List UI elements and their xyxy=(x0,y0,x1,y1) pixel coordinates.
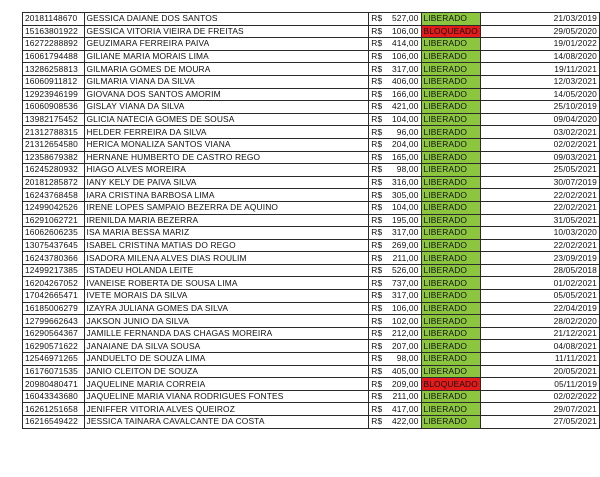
currency-cell: R$ xyxy=(369,75,387,88)
status-badge-released: LIBERADO xyxy=(421,164,481,177)
id-cell: 16176071535 xyxy=(23,365,85,378)
status-badge-released: LIBERADO xyxy=(421,151,481,164)
name-cell: HELDER FERREIRA DA SILVA xyxy=(84,126,369,139)
table-row xyxy=(23,403,600,416)
amount-cell: 106,00 xyxy=(387,25,422,38)
amount-cell: 165,00 xyxy=(387,151,422,164)
currency-cell: R$ xyxy=(369,25,387,38)
amount-cell: 212,00 xyxy=(387,327,422,340)
currency-cell: R$ xyxy=(369,227,387,240)
status-badge-released: LIBERADO xyxy=(421,214,481,227)
id-cell: 16291062721 xyxy=(23,214,85,227)
currency-cell: R$ xyxy=(369,126,387,139)
status-badge-released: LIBERADO xyxy=(421,88,481,101)
date-cell: 31/05/2021 xyxy=(481,214,600,227)
date-cell: 19/01/2022 xyxy=(481,38,600,51)
status-badge-released: LIBERADO xyxy=(421,327,481,340)
id-cell: 16060908536 xyxy=(23,101,85,114)
amount-cell: 305,00 xyxy=(387,189,422,202)
name-cell: JANIO CLEITON DE SOUZA xyxy=(84,365,369,378)
currency-cell: R$ xyxy=(369,264,387,277)
amount-cell: 527,00 xyxy=(387,13,422,26)
date-cell: 22/02/2021 xyxy=(481,239,600,252)
currency-cell: R$ xyxy=(369,252,387,265)
amount-cell: 414,00 xyxy=(387,38,422,51)
status-badge-released: LIBERADO xyxy=(421,63,481,76)
table-row xyxy=(23,315,600,328)
table-row xyxy=(23,416,600,429)
date-cell: 01/02/2021 xyxy=(481,277,600,290)
name-cell: GILIANE MARIA MORAIS LIMA xyxy=(84,50,369,63)
amount-cell: 98,00 xyxy=(387,353,422,366)
status-badge-released: LIBERADO xyxy=(421,252,481,265)
currency-cell: R$ xyxy=(369,277,387,290)
status-badge-released: LIBERADO xyxy=(421,315,481,328)
table-row xyxy=(23,176,600,189)
table-row xyxy=(23,239,600,252)
status-badge-released: LIBERADO xyxy=(421,390,481,403)
amount-cell: 422,00 xyxy=(387,416,422,429)
amount-cell: 98,00 xyxy=(387,164,422,177)
table-row xyxy=(23,264,600,277)
table-row xyxy=(23,63,600,76)
status-badge-released: LIBERADO xyxy=(421,13,481,26)
date-cell: 14/08/2020 xyxy=(481,50,600,63)
date-cell: 25/10/2019 xyxy=(481,101,600,114)
amount-cell: 204,00 xyxy=(387,138,422,151)
name-cell: IRENILDA MARIA BEZERRA xyxy=(84,214,369,227)
id-cell: 20181285872 xyxy=(23,176,85,189)
name-cell: JANAIANE DA SILVA SOUSA xyxy=(84,340,369,353)
id-cell: 16216549422 xyxy=(23,416,85,429)
table-row xyxy=(23,327,600,340)
currency-cell: R$ xyxy=(369,403,387,416)
status-badge-released: LIBERADO xyxy=(421,101,481,114)
id-cell: 16245280932 xyxy=(23,164,85,177)
id-cell: 16243768458 xyxy=(23,189,85,202)
status-badge-released: LIBERADO xyxy=(421,277,481,290)
currency-cell: R$ xyxy=(369,164,387,177)
name-cell: GLICIA NATECIA GOMES DE SOUSA xyxy=(84,113,369,126)
id-cell: 12358679382 xyxy=(23,151,85,164)
date-cell: 29/05/2020 xyxy=(481,25,600,38)
id-cell: 20980480471 xyxy=(23,378,85,391)
date-cell: 10/03/2020 xyxy=(481,227,600,240)
currency-cell: R$ xyxy=(369,38,387,51)
name-cell: JAQUELINE MARIA CORREIA xyxy=(84,378,369,391)
name-cell: IRENE LOPES SAMPAIO BEZERRA DE AQUINO xyxy=(84,201,369,214)
currency-cell: R$ xyxy=(369,239,387,252)
date-cell: 03/02/2021 xyxy=(481,126,600,139)
currency-cell: R$ xyxy=(369,378,387,391)
name-cell: IVANEISE ROBERTA DE SOUSA LIMA xyxy=(84,277,369,290)
table-row xyxy=(23,290,600,303)
id-cell: 12499042526 xyxy=(23,201,85,214)
amount-cell: 106,00 xyxy=(387,50,422,63)
status-badge-released: LIBERADO xyxy=(421,302,481,315)
table-row xyxy=(23,390,600,403)
status-badge-released: LIBERADO xyxy=(421,239,481,252)
table-row xyxy=(23,252,600,265)
date-cell: 20/05/2021 xyxy=(481,365,600,378)
date-cell: 19/11/2021 xyxy=(481,63,600,76)
table-row xyxy=(23,151,600,164)
table-row xyxy=(23,75,600,88)
date-cell: 21/03/2019 xyxy=(481,13,600,26)
name-cell: GESSICA DAIANE DOS SANTOS xyxy=(84,13,369,26)
table-row xyxy=(23,201,600,214)
currency-cell: R$ xyxy=(369,340,387,353)
id-cell: 16061794488 xyxy=(23,50,85,63)
currency-cell: R$ xyxy=(369,88,387,101)
status-badge-released: LIBERADO xyxy=(421,75,481,88)
status-badge-released: LIBERADO xyxy=(421,38,481,51)
table-row xyxy=(23,378,600,391)
amount-cell: 406,00 xyxy=(387,75,422,88)
currency-cell: R$ xyxy=(369,315,387,328)
amount-cell: 209,00 xyxy=(387,378,422,391)
name-cell: JAKSON JUNIO DA SILVA xyxy=(84,315,369,328)
id-cell: 16290571622 xyxy=(23,340,85,353)
date-cell: 28/05/2018 xyxy=(481,264,600,277)
table-row xyxy=(23,88,600,101)
name-cell: GIOVANA DOS SANTOS AMORIM xyxy=(84,88,369,101)
table-row xyxy=(23,302,600,315)
amount-cell: 317,00 xyxy=(387,227,422,240)
records-table-body xyxy=(23,13,600,429)
name-cell: GILMARIA GOMES DE MOURA xyxy=(84,63,369,76)
date-cell: 22/02/2021 xyxy=(481,189,600,202)
currency-cell: R$ xyxy=(369,365,387,378)
name-cell: ISA MARIA BESSA MARIZ xyxy=(84,227,369,240)
date-cell: 02/02/2022 xyxy=(481,390,600,403)
id-cell: 16043343680 xyxy=(23,390,85,403)
date-cell: 05/11/2019 xyxy=(481,378,600,391)
currency-cell: R$ xyxy=(369,50,387,63)
currency-cell: R$ xyxy=(369,201,387,214)
date-cell: 14/05/2020 xyxy=(481,88,600,101)
currency-cell: R$ xyxy=(369,176,387,189)
name-cell: GILMARIA VIANA DA SILVA xyxy=(84,75,369,88)
id-cell: 12499217385 xyxy=(23,264,85,277)
id-cell: 12799662643 xyxy=(23,315,85,328)
name-cell: IANY KELY DE PAIVA SILVA xyxy=(84,176,369,189)
id-cell: 16243780366 xyxy=(23,252,85,265)
id-cell: 12546971265 xyxy=(23,353,85,366)
amount-cell: 207,00 xyxy=(387,340,422,353)
date-cell: 04/08/2021 xyxy=(481,340,600,353)
table-row xyxy=(23,138,600,151)
date-cell: 27/05/2021 xyxy=(481,416,600,429)
status-badge-released: LIBERADO xyxy=(421,227,481,240)
status-badge-released: LIBERADO xyxy=(421,126,481,139)
currency-cell: R$ xyxy=(369,151,387,164)
table-row xyxy=(23,227,600,240)
date-cell: 28/02/2020 xyxy=(481,315,600,328)
status-badge-released: LIBERADO xyxy=(421,138,481,151)
amount-cell: 417,00 xyxy=(387,403,422,416)
amount-cell: 211,00 xyxy=(387,390,422,403)
id-cell: 12923946199 xyxy=(23,88,85,101)
date-cell: 23/09/2019 xyxy=(481,252,600,265)
status-badge-released: LIBERADO xyxy=(421,201,481,214)
id-cell: 15163801922 xyxy=(23,25,85,38)
amount-cell: 526,00 xyxy=(387,264,422,277)
name-cell: HERICA MONALIZA SANTOS VIANA xyxy=(84,138,369,151)
date-cell: 02/02/2021 xyxy=(481,138,600,151)
id-cell: 21312654580 xyxy=(23,138,85,151)
table-row xyxy=(23,365,600,378)
date-cell: 29/07/2021 xyxy=(481,403,600,416)
status-badge-released: LIBERADO xyxy=(421,50,481,63)
status-badge-released: LIBERADO xyxy=(421,264,481,277)
table-row xyxy=(23,50,600,63)
name-cell: ISTADEU HOLANDA LEITE xyxy=(84,264,369,277)
name-cell: IZAYRA JULIANA GOMES DA SILVA xyxy=(84,302,369,315)
id-cell: 16261251658 xyxy=(23,403,85,416)
currency-cell: R$ xyxy=(369,302,387,315)
name-cell: HERNANE HUMBERTO DE CASTRO REGO xyxy=(84,151,369,164)
date-cell: 11/11/2021 xyxy=(481,353,600,366)
id-cell: 13982175452 xyxy=(23,113,85,126)
id-cell: 13075437645 xyxy=(23,239,85,252)
table-row xyxy=(23,113,600,126)
id-cell: 13286258813 xyxy=(23,63,85,76)
table-row xyxy=(23,13,600,26)
status-badge-released: LIBERADO xyxy=(421,403,481,416)
amount-cell: 96,00 xyxy=(387,126,422,139)
status-badge-released: LIBERADO xyxy=(421,290,481,303)
date-cell: 09/03/2021 xyxy=(481,151,600,164)
id-cell: 16290564367 xyxy=(23,327,85,340)
currency-cell: R$ xyxy=(369,416,387,429)
id-cell: 16185006279 xyxy=(23,302,85,315)
amount-cell: 316,00 xyxy=(387,176,422,189)
id-cell: 16060911812 xyxy=(23,75,85,88)
table-row xyxy=(23,189,600,202)
name-cell: GEUZIMARA FERREIRA PAIVA xyxy=(84,38,369,51)
table-row xyxy=(23,214,600,227)
date-cell: 30/07/2019 xyxy=(481,176,600,189)
name-cell: HIAGO ALVES MOREIRA xyxy=(84,164,369,177)
name-cell: IARA CRISTINA BARBOSA LIMA xyxy=(84,189,369,202)
name-cell: ISADORA MILENA ALVES DIAS ROULIM xyxy=(84,252,369,265)
date-cell: 12/03/2021 xyxy=(481,75,600,88)
table-row xyxy=(23,164,600,177)
name-cell: GESSICA VITORIA VIEIRA DE FREITAS xyxy=(84,25,369,38)
table-row xyxy=(23,25,600,38)
table-row xyxy=(23,277,600,290)
id-cell: 21312788315 xyxy=(23,126,85,139)
date-cell: 05/05/2021 xyxy=(481,290,600,303)
currency-cell: R$ xyxy=(369,138,387,151)
amount-cell: 104,00 xyxy=(387,201,422,214)
name-cell: IVETE MORAIS DA SILVA xyxy=(84,290,369,303)
table-row xyxy=(23,353,600,366)
currency-cell: R$ xyxy=(369,353,387,366)
amount-cell: 106,00 xyxy=(387,302,422,315)
amount-cell: 102,00 xyxy=(387,315,422,328)
id-cell: 16204267052 xyxy=(23,277,85,290)
id-cell: 16272288892 xyxy=(23,38,85,51)
amount-cell: 317,00 xyxy=(387,63,422,76)
status-badge-released: LIBERADO xyxy=(421,113,481,126)
id-cell: 16062606235 xyxy=(23,227,85,240)
date-cell: 21/12/2021 xyxy=(481,327,600,340)
status-badge-blocked: BLOQUEADO xyxy=(421,25,481,38)
amount-cell: 317,00 xyxy=(387,290,422,303)
amount-cell: 166,00 xyxy=(387,88,422,101)
table-row xyxy=(23,38,600,51)
status-badge-released: LIBERADO xyxy=(421,353,481,366)
amount-cell: 269,00 xyxy=(387,239,422,252)
currency-cell: R$ xyxy=(369,327,387,340)
date-cell: 09/04/2020 xyxy=(481,113,600,126)
currency-cell: R$ xyxy=(369,390,387,403)
amount-cell: 104,00 xyxy=(387,113,422,126)
date-cell: 22/04/2019 xyxy=(481,302,600,315)
currency-cell: R$ xyxy=(369,189,387,202)
name-cell: JESSICA TAINARA CAVALCANTE DA COSTA xyxy=(84,416,369,429)
name-cell: JANDUELTO DE SOUZA LIMA xyxy=(84,353,369,366)
name-cell: JENIFFER VITORIA ALVES QUEIROZ xyxy=(84,403,369,416)
name-cell: JAMILLE FERNANDA DAS CHAGAS MOREIRA xyxy=(84,327,369,340)
name-cell: GISLAY VIANA DA SILVA xyxy=(84,101,369,114)
table-row xyxy=(23,126,600,139)
amount-cell: 421,00 xyxy=(387,101,422,114)
amount-cell: 405,00 xyxy=(387,365,422,378)
name-cell: ISABEL CRISTINA MATIAS DO REGO xyxy=(84,239,369,252)
status-badge-released: LIBERADO xyxy=(421,176,481,189)
status-badge-released: LIBERADO xyxy=(421,416,481,429)
currency-cell: R$ xyxy=(369,13,387,26)
status-badge-released: LIBERADO xyxy=(421,365,481,378)
currency-cell: R$ xyxy=(369,101,387,114)
date-cell: 22/02/2021 xyxy=(481,201,600,214)
currency-cell: R$ xyxy=(369,214,387,227)
name-cell: JAQUELINE MARIA VIANA RODRIGUES FONTES xyxy=(84,390,369,403)
status-badge-released: LIBERADO xyxy=(421,340,481,353)
id-cell: 17042665471 xyxy=(23,290,85,303)
currency-cell: R$ xyxy=(369,113,387,126)
status-badge-blocked: BLOQUEADO xyxy=(421,378,481,391)
currency-cell: R$ xyxy=(369,290,387,303)
amount-cell: 211,00 xyxy=(387,252,422,265)
date-cell: 25/05/2021 xyxy=(481,164,600,177)
status-badge-released: LIBERADO xyxy=(421,189,481,202)
amount-cell: 737,00 xyxy=(387,277,422,290)
currency-cell: R$ xyxy=(369,63,387,76)
records-table xyxy=(22,12,600,429)
table-row xyxy=(23,101,600,114)
amount-cell: 195,00 xyxy=(387,214,422,227)
id-cell: 20181148670 xyxy=(23,13,85,26)
table-row xyxy=(23,340,600,353)
